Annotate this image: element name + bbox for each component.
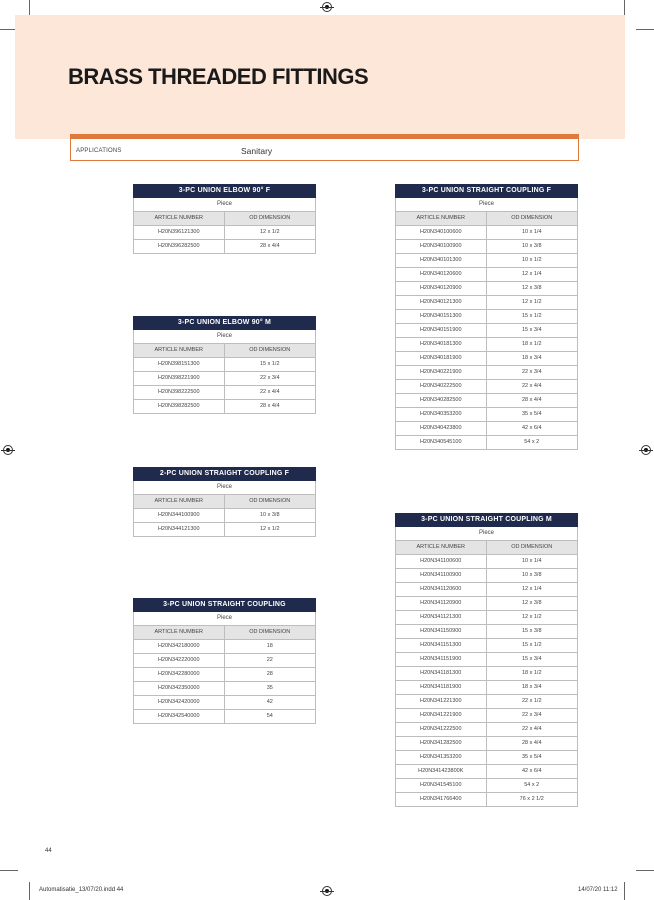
table-row bbox=[395, 296, 578, 310]
od-dimension-cell: 35 x 5/4 bbox=[521, 754, 542, 760]
article-number-cell: H20N341100600 bbox=[396, 555, 487, 568]
table-row bbox=[133, 240, 316, 254]
registration-mark-icon bbox=[3, 445, 13, 455]
table-unit: Piece bbox=[395, 198, 578, 212]
article-number-cell: H20N398222500 bbox=[134, 386, 225, 399]
table-elbow-90-f bbox=[133, 184, 316, 254]
table-row bbox=[395, 352, 578, 366]
article-number-cell: H20N340181300 bbox=[396, 338, 487, 351]
od-dimension-cell: 15 x 3/4 bbox=[521, 656, 542, 662]
table-row bbox=[395, 639, 578, 653]
article-number-cell: H20N396282500 bbox=[134, 240, 225, 253]
table-row bbox=[395, 653, 578, 667]
od-dimension-cell: 15 x 1/2 bbox=[259, 361, 280, 367]
article-number-cell: H20N341222500 bbox=[396, 723, 487, 736]
od-dimension-cell: 28 bbox=[266, 671, 273, 677]
table-row bbox=[395, 338, 578, 352]
table-row bbox=[395, 709, 578, 723]
article-number-cell: H20N341221900 bbox=[396, 709, 487, 722]
table-row bbox=[395, 695, 578, 709]
od-dimension-cell: 54 bbox=[266, 713, 273, 719]
article-number-cell: H20N341545100 bbox=[396, 779, 487, 792]
article-number-cell: H20N342180000 bbox=[134, 640, 225, 653]
table-row bbox=[395, 723, 578, 737]
column-header-od-dimension: OD DIMENSION bbox=[249, 629, 291, 635]
od-dimension-cell: 22 x 3/4 bbox=[521, 712, 542, 718]
column-header-article-number: ARTICLE NUMBER bbox=[134, 626, 225, 639]
table-unit: Piece bbox=[133, 481, 316, 495]
table-row bbox=[395, 394, 578, 408]
table-header-row bbox=[395, 541, 578, 555]
registration-mark-icon bbox=[641, 445, 651, 455]
od-dimension-cell: 35 bbox=[266, 685, 273, 691]
table-unit: Piece bbox=[133, 198, 316, 212]
article-number-cell: H20N341121300 bbox=[396, 611, 487, 624]
od-dimension-cell: 28 x 4/4 bbox=[259, 243, 280, 249]
column-header-od-dimension: OD DIMENSION bbox=[511, 215, 553, 221]
article-number-cell: H20N340282500 bbox=[396, 394, 487, 407]
crop-mark bbox=[636, 29, 654, 30]
article-number-cell: H20N341120900 bbox=[396, 597, 487, 610]
od-dimension-cell: 42 x 6/4 bbox=[521, 425, 542, 431]
column-header-article-number: ARTICLE NUMBER bbox=[396, 212, 487, 225]
column-header-article-number: ARTICLE NUMBER bbox=[396, 541, 487, 554]
article-number-cell: H20N341100900 bbox=[396, 569, 487, 582]
table-title: 3-PC UNION ELBOW 90° M bbox=[133, 316, 316, 330]
article-number-cell: H20N340423800 bbox=[396, 422, 487, 435]
table-row bbox=[133, 640, 316, 654]
od-dimension-cell: 12 x 3/8 bbox=[521, 285, 542, 291]
footer-date: 14/07/20 11:12 bbox=[578, 887, 618, 893]
table-row bbox=[395, 765, 578, 779]
table-3pc-straight-coupling bbox=[133, 598, 316, 724]
od-dimension-cell: 18 x 1/2 bbox=[521, 341, 542, 347]
od-dimension-cell: 22 x 1/2 bbox=[521, 698, 542, 704]
article-number-cell: H20N341766400 bbox=[396, 793, 487, 806]
column-header-article-number: ARTICLE NUMBER bbox=[134, 212, 225, 225]
article-number-cell: H20N342220000 bbox=[134, 654, 225, 667]
article-number-cell: H20N340121300 bbox=[396, 296, 487, 309]
page-number: 44 bbox=[45, 848, 52, 854]
article-number-cell: H20N341181300 bbox=[396, 667, 487, 680]
od-dimension-cell: 28 x 4/4 bbox=[521, 740, 542, 746]
table-row bbox=[133, 682, 316, 696]
article-number-cell: H20N340353200 bbox=[396, 408, 487, 421]
od-dimension-cell: 54 x 2 bbox=[524, 782, 540, 788]
table-title: 3-PC UNION STRAIGHT COUPLING M bbox=[395, 513, 578, 527]
table-row bbox=[395, 667, 578, 681]
table-row bbox=[395, 779, 578, 793]
article-number-cell: H20N340545100 bbox=[396, 436, 487, 449]
table-row bbox=[133, 509, 316, 523]
table-row bbox=[395, 240, 578, 254]
table-row bbox=[395, 751, 578, 765]
table-row bbox=[395, 597, 578, 611]
od-dimension-cell: 10 x 3/8 bbox=[521, 243, 542, 249]
applications-label: APPLICATIONS bbox=[76, 148, 122, 154]
od-dimension-cell: 12 x 1/2 bbox=[521, 299, 542, 305]
applications-value: Sanitary bbox=[241, 146, 273, 156]
od-dimension-cell: 28 x 4/4 bbox=[259, 403, 280, 409]
article-number-cell: H20N341151900 bbox=[396, 653, 487, 666]
page-title: BRASS THREADED FITTINGS bbox=[68, 64, 369, 89]
article-number-cell: H20N340221900 bbox=[396, 366, 487, 379]
od-dimension-cell: 22 x 3/4 bbox=[259, 375, 280, 381]
article-number-cell: H20N342280000 bbox=[134, 668, 225, 681]
table-row bbox=[395, 737, 578, 751]
od-dimension-cell: 18 bbox=[266, 643, 273, 649]
od-dimension-cell: 12 x 1/4 bbox=[521, 271, 542, 277]
od-dimension-cell: 15 x 3/4 bbox=[521, 327, 542, 333]
footer-file-info: Automatisatie_13/07/20.indd 44 bbox=[39, 887, 124, 893]
table-row bbox=[395, 408, 578, 422]
column-header-od-dimension: OD DIMENSION bbox=[249, 347, 291, 353]
registration-mark-icon bbox=[322, 2, 332, 12]
od-dimension-cell: 10 x 3/8 bbox=[521, 572, 542, 578]
table-row bbox=[395, 611, 578, 625]
article-number-cell: H20N341353200 bbox=[396, 751, 487, 764]
table-header-row bbox=[133, 626, 316, 640]
od-dimension-cell: 15 x 1/2 bbox=[521, 642, 542, 648]
article-number-cell: H20N398221900 bbox=[134, 372, 225, 385]
article-number-cell: H20N340120600 bbox=[396, 268, 487, 281]
table-3pc-straight-coupling-f bbox=[395, 184, 578, 450]
column-header-article-number: ARTICLE NUMBER bbox=[134, 344, 225, 357]
table-3pc-straight-coupling-m bbox=[395, 513, 578, 807]
article-number-cell: H20N341221300 bbox=[396, 695, 487, 708]
od-dimension-cell: 15 x 3/8 bbox=[521, 628, 542, 634]
od-dimension-cell: 22 x 4/4 bbox=[521, 383, 542, 389]
column-header-od-dimension: OD DIMENSION bbox=[511, 544, 553, 550]
table-header-row bbox=[395, 212, 578, 226]
table-row bbox=[133, 372, 316, 386]
article-number-cell: H20N341151300 bbox=[396, 639, 487, 652]
od-dimension-cell: 76 x 2 1/2 bbox=[519, 796, 544, 802]
crop-mark bbox=[29, 882, 30, 900]
table-row bbox=[395, 681, 578, 695]
table-row bbox=[133, 654, 316, 668]
od-dimension-cell: 42 bbox=[266, 699, 273, 705]
table-row bbox=[133, 386, 316, 400]
article-number-cell: H20N396121300 bbox=[134, 226, 225, 239]
od-dimension-cell: 18 x 1/2 bbox=[521, 670, 542, 676]
crop-mark bbox=[624, 882, 625, 900]
column-header-od-dimension: OD DIMENSION bbox=[249, 215, 291, 221]
article-number-cell: H20N340100600 bbox=[396, 226, 487, 239]
table-row bbox=[395, 583, 578, 597]
article-number-cell: H20N344100900 bbox=[134, 509, 225, 522]
applications-bar bbox=[70, 134, 579, 161]
od-dimension-cell: 15 x 1/2 bbox=[521, 313, 542, 319]
table-title: 3-PC UNION STRAIGHT COUPLING bbox=[133, 598, 316, 612]
article-number-cell: H20N340222500 bbox=[396, 380, 487, 393]
article-number-cell: H20N341150900 bbox=[396, 625, 487, 638]
od-dimension-cell: 42 x 6/4 bbox=[521, 768, 542, 774]
column-header-article-number: ARTICLE NUMBER bbox=[134, 495, 225, 508]
table-elbow-90-m bbox=[133, 316, 316, 414]
article-number-cell: H20N398282500 bbox=[134, 400, 225, 413]
table-header-row bbox=[133, 344, 316, 358]
table-unit: Piece bbox=[395, 527, 578, 541]
od-dimension-cell: 54 x 2 bbox=[524, 439, 540, 445]
table-row bbox=[395, 422, 578, 436]
table-row bbox=[395, 436, 578, 450]
od-dimension-cell: 22 bbox=[266, 657, 273, 663]
table-row bbox=[133, 400, 316, 414]
article-number-cell: H20N340101300 bbox=[396, 254, 487, 267]
table-row bbox=[395, 569, 578, 583]
table-row bbox=[133, 696, 316, 710]
od-dimension-cell: 12 x 1/2 bbox=[259, 526, 280, 532]
table-row bbox=[395, 366, 578, 380]
table-row bbox=[395, 380, 578, 394]
od-dimension-cell: 18 x 3/4 bbox=[521, 355, 542, 361]
article-number-cell: H20N340151300 bbox=[396, 310, 487, 323]
table-row bbox=[395, 226, 578, 240]
table-row bbox=[395, 254, 578, 268]
od-dimension-cell: 10 x 3/8 bbox=[259, 512, 280, 518]
table-title: 3-PC UNION STRAIGHT COUPLING F bbox=[395, 184, 578, 198]
table-row bbox=[395, 625, 578, 639]
table-row bbox=[133, 668, 316, 682]
table-header-row bbox=[133, 495, 316, 509]
table-row bbox=[395, 268, 578, 282]
od-dimension-cell: 22 x 4/4 bbox=[521, 726, 542, 732]
table-header-row bbox=[133, 212, 316, 226]
od-dimension-cell: 22 x 3/4 bbox=[521, 369, 542, 375]
registration-mark-icon bbox=[322, 886, 332, 896]
crop-mark bbox=[0, 870, 18, 871]
article-number-cell: H20N342350000 bbox=[134, 682, 225, 695]
od-dimension-cell: 35 x 5/4 bbox=[521, 411, 542, 417]
table-2pc-straight-coupling-f bbox=[133, 467, 316, 537]
article-number-cell: H20N340100900 bbox=[396, 240, 487, 253]
article-number-cell: H20N341423800K bbox=[396, 765, 487, 778]
od-dimension-cell: 12 x 1/2 bbox=[521, 614, 542, 620]
article-number-cell: H20N342420000 bbox=[134, 696, 225, 709]
article-number-cell: H20N340181900 bbox=[396, 352, 487, 365]
article-number-cell: H20N340151900 bbox=[396, 324, 487, 337]
article-number-cell: H20N340120900 bbox=[396, 282, 487, 295]
table-row bbox=[395, 555, 578, 569]
od-dimension-cell: 10 x 1/2 bbox=[521, 257, 542, 263]
od-dimension-cell: 22 x 4/4 bbox=[259, 389, 280, 395]
table-row bbox=[395, 793, 578, 807]
od-dimension-cell: 12 x 1/4 bbox=[521, 586, 542, 592]
table-row bbox=[395, 310, 578, 324]
od-dimension-cell: 12 x 1/2 bbox=[259, 229, 280, 235]
article-number-cell: H20N344121300 bbox=[134, 523, 225, 536]
table-unit: Piece bbox=[133, 612, 316, 626]
od-dimension-cell: 10 x 1/4 bbox=[521, 229, 542, 235]
od-dimension-cell: 12 x 3/8 bbox=[521, 600, 542, 606]
article-number-cell: H20N342540000 bbox=[134, 710, 225, 723]
table-row bbox=[133, 710, 316, 724]
table-title: 3-PC UNION ELBOW 90° F bbox=[133, 184, 316, 198]
od-dimension-cell: 18 x 3/4 bbox=[521, 684, 542, 690]
article-number-cell: H20N341181900 bbox=[396, 681, 487, 694]
article-number-cell: H20N341120600 bbox=[396, 583, 487, 596]
table-row bbox=[133, 226, 316, 240]
article-number-cell: H20N398151300 bbox=[134, 358, 225, 371]
table-row bbox=[133, 523, 316, 537]
table-row bbox=[133, 358, 316, 372]
table-title: 2-PC UNION STRAIGHT COUPLING F bbox=[133, 467, 316, 481]
article-number-cell: H20N341282500 bbox=[396, 737, 487, 750]
column-header-od-dimension: OD DIMENSION bbox=[249, 498, 291, 504]
table-unit: Piece bbox=[133, 330, 316, 344]
table-row bbox=[395, 282, 578, 296]
crop-mark bbox=[636, 870, 654, 871]
table-row bbox=[395, 324, 578, 338]
od-dimension-cell: 10 x 1/4 bbox=[521, 558, 542, 564]
od-dimension-cell: 28 x 4/4 bbox=[521, 397, 542, 403]
